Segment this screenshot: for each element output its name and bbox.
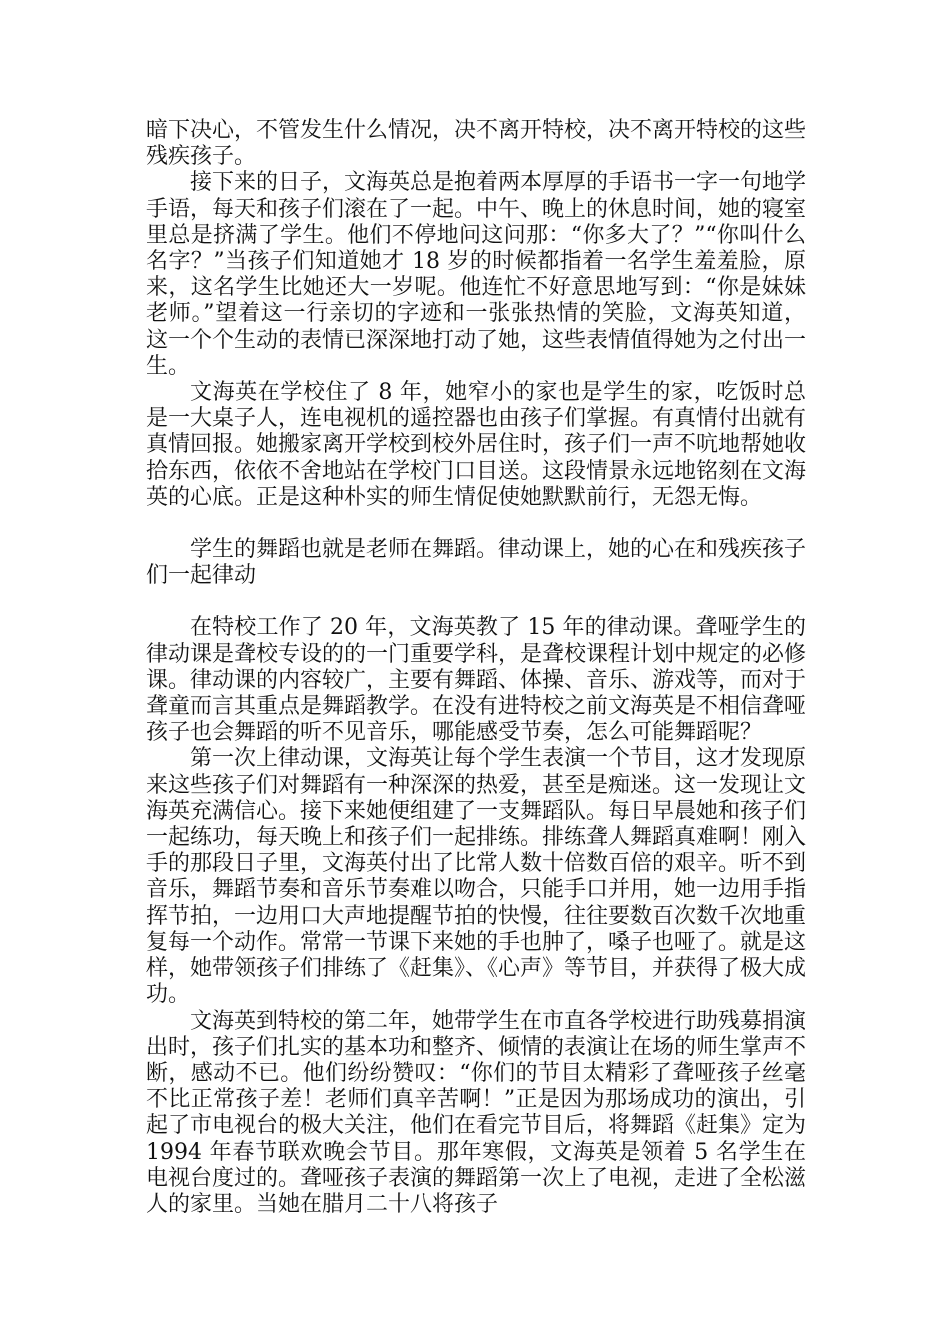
paragraph: 文海英在学校住了 8 年，她窄小的家也是学生的家，吃饭时总是一大桌子人，连电视机的遥控器也由孩子们掌握。有真情付出就有真情回报。她搬家离开学校到校外居住时，孩子们一声不吭地帮她收拾东西，依依不舍地站在学校门口目送。这段情景永远地铭刻在文海英的心底。正是这种朴实的师生情促使她默默前行，无怨无悔。	[146, 380, 807, 510]
paragraph: 第一次上律动课，文海英让每个学生表演一个节目，这才发现原来这些孩子们对舞蹈有一种深深的热爱，甚至是痴迷。这一发现让文海英充满信心。接下来她便组建了一支舞蹈队。每日早晨她和孩子们一起练功，每天晚上和孩子们一起排练。排练聋人舞蹈真难啊！刚入手的那段日子里，文海英付出了比常人数十倍数百倍的艰辛。听不到音乐，舞蹈节奏和音乐节奏难以吻合，只能手口并用，她一边用手指挥节拍，一边用口大声地提醒节拍的快慢，往往要数百次数千次地重复每一个动作。常常一节课下来她的手也肿了，嗓子也哑了。就是这样，她带领孩子们排练了《赶集》、《心声》等节目，并获得了极大成功。	[146, 746, 807, 1008]
section-heading: 学生的舞蹈也就是老师在舞蹈。律动课上，她的心在和残疾孩子们一起律动	[146, 537, 807, 589]
paragraph: 暗下决心，不管发生什么情况，决不离开特校，决不离开特校的这些残疾孩子。	[146, 118, 807, 170]
paragraph: 接下来的日子，文海英总是抱着两本厚厚的手语书一字一句地学手语，每天和孩子们滚在了一起。中午、晚上的休息时间，她的寝室里总是挤满了学生。他们不停地问这问那：“你多大了？”“你叫什么名字？”当孩子们知道她才 18 岁的时候都指着一名学生羞羞脸，原来，这名学生比她还大一岁呢。他连忙不好意思地写到：“你是妹妹老师。”望着这一行亲切的字迹和一张张热情的笑脸，文海英知道，这一个个生动的表情已深深地打动了她，这些表情值得她为之付出一生。	[146, 170, 807, 379]
paragraph: 文海英到特校的第二年，她带学生在市直各学校进行助残募捐演出时，孩子们扎实的基本功和整齐、倾情的表演让在场的师生掌声不断，感动不已。他们纷纷赞叹：“你们的节目太精彩了聋哑孩子丝毫不比正常孩子差！老师们真辛苦啊！”正是因为那场成功的演出，引起了市电视台的极大关注，他们在看完节目后，将舞蹈《赶集》定为 1994 年春节联欢晚会节目。那年寒假，文海英是领着 5 名学生在电视台度过的。聋哑孩子表演的舞蹈第一次上了电视，走进了全松滋人的家里。当她在腊月二十八将孩子	[146, 1008, 807, 1217]
paragraph: 在特校工作了 20 年，文海英教了 15 年的律动课。聋哑学生的律动课是聋校专设的的一门重要学科，是聋校课程计划中规定的必修课。律动课的内容较广，主要有舞蹈、体操、音乐、游戏等，而对于聋童而言其重点是舞蹈教学。在没有进特校之前文海英是不相信聋哑孩子也会舞蹈的听不见音乐，哪能感受节奏，怎么可能舞蹈呢？	[146, 615, 807, 746]
document-page	[146, 118, 806, 1218]
